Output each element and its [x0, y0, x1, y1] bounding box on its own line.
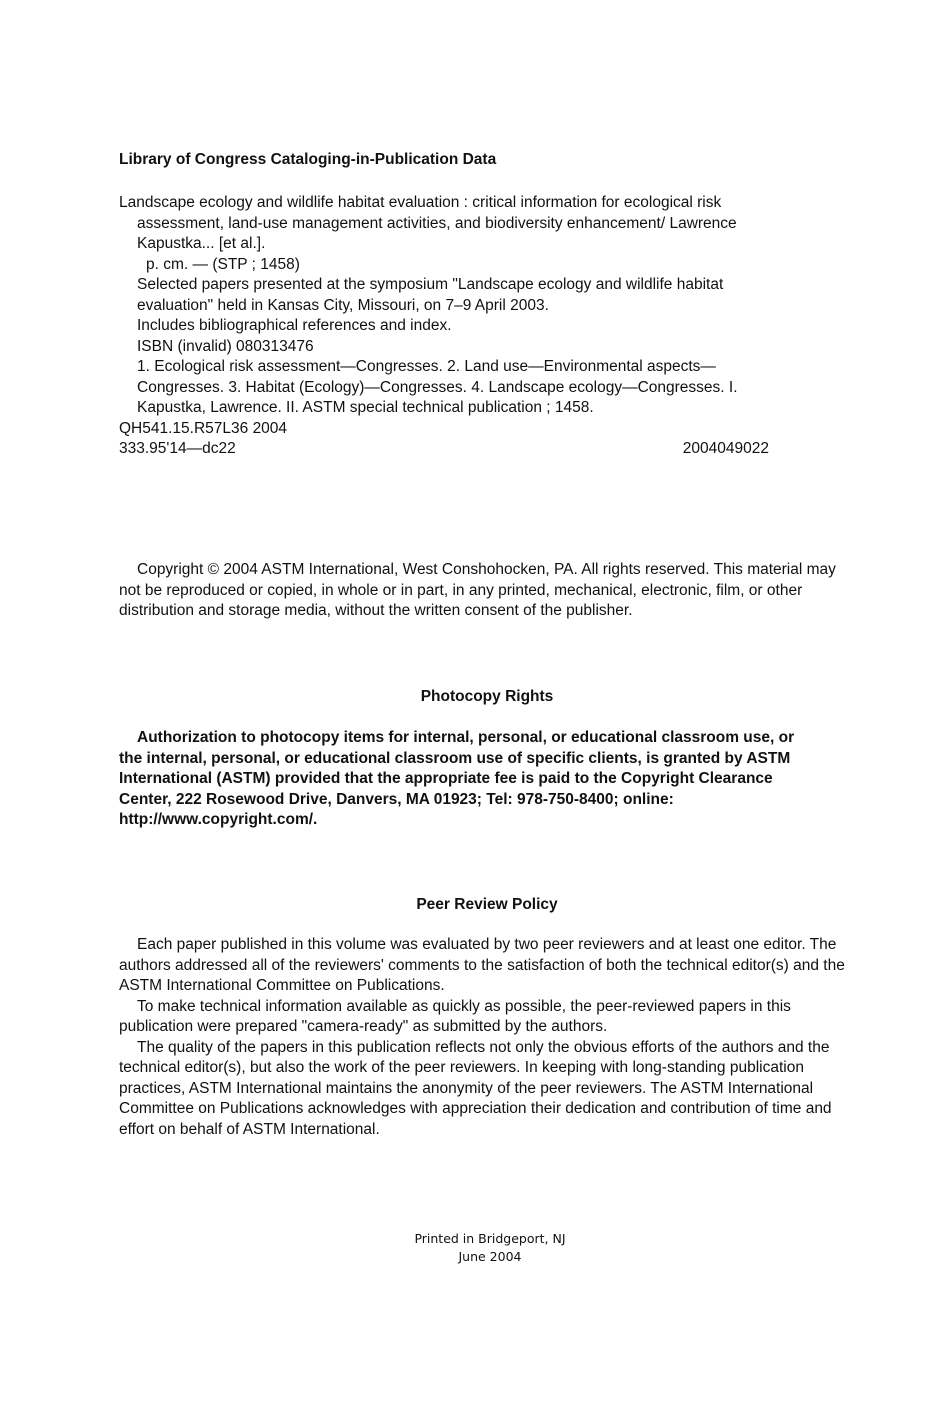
cip-dewey-number: 333.95'14—dc22 — [119, 440, 236, 457]
cip-physical-description: p. cm. — (STP ; 1458) — [146, 255, 300, 273]
cip-lccn: 2004049022 — [682, 440, 769, 457]
cip-isbn: ISBN (invalid) 080313476 — [137, 337, 314, 355]
peer-review-paragraph: The quality of the papers in this publication reflects not only the obvious efforts of the authors and the technical editor(s), but also the work of the peer reviewers. In keeping with long-standing publication practices, ASTM International maintains the anonymity of the peer reviewers. The ASTM International Committee on Publications acknowledges with appreciation their dedication and contribution of time and effort on behalf of ASTM International. — [119, 1038, 832, 1138]
cip-heading: Library of Congress Cataloging-in-Publication Data — [119, 151, 497, 168]
photocopy-rights-text: Authorization to photocopy items for internal, personal, or educational classroom use, or the internal, personal, or educational classroom use of specific clients, is granted by ASTM International (ASTM) provided that the appropriate fee is paid to the Copyright Clearance Center, 222 Rosewood Drive, Danvers, MA 01923; Tel: 978-750-8400; online: http://www.copyright.com/. — [119, 729, 795, 828]
printing-info — [0, 1230, 950, 1266]
copyright-notice: Copyright © 2004 ASTM International, West Conshohocken, PA. All rights reserved. This material may not be reproduced or copied, in whole or in part, in any printed, mechanical, electronic, film, or other distribution and storage media, without the written consent of the publisher. — [119, 561, 836, 619]
photocopy-rights-title: Photocopy Rights — [420, 688, 554, 705]
peer-review-policy — [119, 935, 845, 1140]
cip-bibliography-note: Includes bibliographical references and index. — [137, 317, 452, 334]
printed-location: Printed in Bridgeport, NJ — [414, 1231, 566, 1246]
cip-subject-headings: 1. Ecological risk assessment—Congresses. 2. Land use—Environmental aspects—Congresses. 3. Habitat (Ecology)—Congresses. 4. Landscape ecology—Congresses. I. Kapustka, Lawrence. II. ASTM special technical publication ; 1458. — [137, 358, 738, 416]
peer-review-paragraph: To make technical information available as quickly as possible, the peer-reviewed papers in this publication were prepared "camera-ready" as submitted by the authors. — [119, 997, 791, 1035]
cip-lc-call-number: QH541.15.R57L36 2004 — [119, 419, 288, 437]
cip-record — [119, 193, 779, 460]
printed-date: June 2004 — [458, 1249, 522, 1264]
peer-review-title: Peer Review Policy — [416, 896, 558, 913]
cip-title-entry: Landscape ecology and wildlife habitat evaluation : critical information for ecological risk assessment, land-use management activities, and biodiversity enhancement/ Lawrence Kapustka... [et al.]. — [119, 194, 737, 252]
peer-review-paragraph: Each paper published in this volume was evaluated by two peer reviewers and at least one editor. The authors addressed all of the reviewers' comments to the satisfaction of both the technical editor(s) and the ASTM International Committee on Publications. — [119, 936, 845, 994]
cip-classification-row — [119, 439, 769, 460]
cip-symposium-note: Selected papers presented at the symposium "Landscape ecology and wildlife habitat evaluation" held in Kansas City, Missouri, on 7–9 April 2003. — [137, 276, 724, 314]
